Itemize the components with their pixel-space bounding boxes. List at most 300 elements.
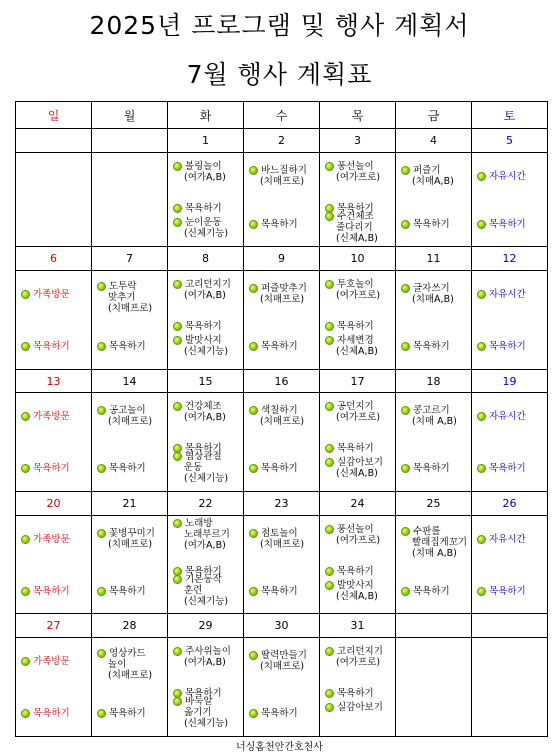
event-item xyxy=(173,335,242,357)
bullet-icon xyxy=(21,709,30,718)
event-item xyxy=(97,528,166,550)
event-label: 목욕하기 xyxy=(261,218,298,230)
event-sublabel: (신체A,B) xyxy=(336,468,378,480)
event-label: 목욕하기 xyxy=(261,708,298,720)
day-events-cell xyxy=(320,152,396,246)
event-label: 자세변경 xyxy=(337,335,374,346)
event-sublabel: 줄다리기 xyxy=(336,221,373,233)
date-cell: 28 xyxy=(92,614,168,638)
event-item xyxy=(477,219,546,230)
date-cell: 29 xyxy=(168,614,244,638)
day-events-cell xyxy=(16,152,92,246)
event-item xyxy=(325,524,394,546)
event-item xyxy=(401,341,470,352)
event-item xyxy=(325,580,394,602)
date-cell: 12 xyxy=(472,247,548,271)
event-item xyxy=(325,646,394,668)
calendar-weeks xyxy=(16,129,548,737)
event-sublabel: (여가프로) xyxy=(336,412,381,424)
event-sublabel: (치매프로) xyxy=(108,416,153,428)
event-item xyxy=(21,289,90,300)
date-row xyxy=(16,369,548,393)
bullet-icon xyxy=(21,290,30,299)
date-cell: 4 xyxy=(396,129,472,153)
event-sublabel: (여가A,B) xyxy=(184,290,226,301)
event-label: 퍼즐기 xyxy=(413,164,441,176)
event-item xyxy=(21,411,90,422)
event-label: 목욕하기 xyxy=(185,443,222,455)
event-sublabel: (치매프로) xyxy=(260,294,305,305)
day-events-cell xyxy=(320,515,396,614)
bullet-icon xyxy=(477,412,486,421)
event-label: 가족방문 xyxy=(33,533,70,545)
day-events-cell xyxy=(320,638,396,737)
date-cell: 30 xyxy=(244,614,320,638)
event-label: 목욕하기 xyxy=(185,321,222,332)
bullet-icon xyxy=(21,342,30,351)
event-sublabel: (치매프로) xyxy=(260,175,305,187)
bullet-icon xyxy=(325,647,334,656)
bullet-icon xyxy=(249,406,258,415)
event-item xyxy=(173,279,242,301)
event-label: 공고놀이 xyxy=(109,405,146,417)
day-events-cell xyxy=(396,152,472,246)
event-category: (신체기능) xyxy=(184,595,229,607)
event-sublabel: (여가프로) xyxy=(336,290,381,301)
day-events-cell xyxy=(472,152,548,246)
event-item xyxy=(173,401,242,423)
date-cell xyxy=(92,129,168,153)
weekday-tue: 화 xyxy=(168,102,244,129)
bullet-icon xyxy=(21,412,30,421)
event-label: 자유시간 xyxy=(489,533,526,545)
bullet-icon xyxy=(97,464,106,473)
event-label: 실감아보기 xyxy=(337,702,383,714)
date-cell: 16 xyxy=(244,369,320,393)
calendar-table xyxy=(15,101,548,737)
event-label: 목욕하기 xyxy=(413,341,450,352)
event-item xyxy=(401,165,470,187)
event-item xyxy=(173,321,242,332)
event-item xyxy=(249,528,318,550)
event-label: 바느질하기 xyxy=(261,164,307,176)
event-item xyxy=(97,281,166,314)
weekday-mon: 월 xyxy=(92,102,168,129)
event-category: (치매프로) xyxy=(108,303,153,314)
event-item xyxy=(325,335,394,357)
event-category: (신체기능) xyxy=(184,473,229,485)
weekday-fri: 금 xyxy=(396,102,472,129)
day-events-cell xyxy=(92,515,168,614)
date-cell: 25 xyxy=(396,492,472,516)
event-label: 수판를 xyxy=(413,525,441,537)
bullet-icon xyxy=(249,587,258,596)
event-label: 목욕하기 xyxy=(413,585,450,597)
date-cell xyxy=(396,614,472,638)
event-label: 볼링놀이 xyxy=(185,160,222,172)
event-label: 목욕하기 xyxy=(185,202,222,214)
event-label: 발맛사지 xyxy=(337,579,374,591)
event-item xyxy=(477,171,546,182)
event-label: 글자쓰기 xyxy=(413,283,450,294)
bullet-icon xyxy=(249,284,258,293)
day-events-cell xyxy=(168,638,244,737)
bullet-icon xyxy=(173,647,182,656)
date-cell: 2 xyxy=(244,129,320,153)
day-events-cell xyxy=(92,152,168,246)
event-item xyxy=(401,526,470,559)
event-sublabel: (치매프로) xyxy=(260,661,305,673)
bullet-icon xyxy=(173,575,182,584)
date-cell xyxy=(16,129,92,153)
event-sublabel: 놀이 xyxy=(108,659,127,671)
event-item xyxy=(401,219,470,230)
event-sublabel: 훈련 xyxy=(184,584,203,596)
date-cell: 6 xyxy=(16,247,92,271)
event-label: 목욕하기 xyxy=(337,443,374,455)
event-item xyxy=(21,656,90,667)
event-category: (신체기능) xyxy=(184,718,229,730)
event-label: 자유시간 xyxy=(489,170,526,182)
event-item xyxy=(173,203,242,214)
bullet-icon xyxy=(173,336,182,345)
bullet-icon xyxy=(401,342,410,351)
bullet-icon xyxy=(249,166,258,175)
weekday-sat: 토 xyxy=(472,102,548,129)
day-events-cell xyxy=(472,271,548,370)
event-item xyxy=(173,217,242,239)
bullet-icon xyxy=(401,220,410,229)
event-label: 목욕하기 xyxy=(109,585,146,597)
date-cell: 1 xyxy=(168,129,244,153)
event-label: 수건체조 xyxy=(337,210,374,222)
event-label: 자유시간 xyxy=(489,411,526,423)
event-label: 콩고르기 xyxy=(413,405,450,417)
event-item xyxy=(21,341,90,352)
event-label: 목욕하기 xyxy=(489,585,526,597)
bullet-icon xyxy=(249,529,258,538)
event-sublabel: (여가프로) xyxy=(336,171,381,183)
event-item xyxy=(477,341,546,352)
bullet-icon xyxy=(477,172,486,181)
bullet-icon xyxy=(173,519,182,528)
bullet-icon xyxy=(21,464,30,473)
event-label: 목욕하기 xyxy=(337,321,374,332)
event-item xyxy=(97,586,166,597)
event-sublabel: 노래부르기 xyxy=(184,528,230,540)
event-category: (치매프로) xyxy=(108,670,153,682)
bullet-icon xyxy=(401,284,410,293)
date-cell: 18 xyxy=(396,369,472,393)
bullet-icon xyxy=(325,567,334,576)
event-label: 풍선놀이 xyxy=(337,523,374,535)
bullet-icon xyxy=(97,709,106,718)
date-cell: 17 xyxy=(320,369,396,393)
date-cell: 14 xyxy=(92,369,168,393)
event-item xyxy=(325,688,394,699)
bullet-icon xyxy=(325,280,334,289)
bullet-icon xyxy=(173,322,182,331)
date-cell: 24 xyxy=(320,492,396,516)
bullet-icon xyxy=(173,204,182,213)
event-label: 바둑알 xyxy=(185,696,213,708)
event-item xyxy=(401,283,470,305)
page-title: 2025년 프로그램 및 행사 계획서 xyxy=(89,11,470,40)
event-label: 목욕하기 xyxy=(489,463,526,475)
event-sublabel: (여가A,B) xyxy=(184,171,226,183)
bullet-icon xyxy=(173,402,182,411)
date-cell: 19 xyxy=(472,369,548,393)
event-item xyxy=(173,161,242,183)
page-subtitle: 7월 행사 계획표 xyxy=(186,60,373,89)
event-item xyxy=(325,321,394,332)
bullet-icon xyxy=(325,458,334,467)
events-row xyxy=(16,152,548,246)
footer-text: 너싱홈천안간호천사 xyxy=(236,742,323,753)
event-item xyxy=(173,646,242,668)
bullet-icon xyxy=(173,280,182,289)
event-item xyxy=(249,341,318,352)
bullet-icon xyxy=(21,535,30,544)
bullet-icon xyxy=(173,697,182,706)
event-label: 자유시간 xyxy=(489,289,526,300)
bullet-icon xyxy=(325,162,334,171)
day-events-cell xyxy=(244,271,320,370)
bullet-icon xyxy=(249,220,258,229)
event-item xyxy=(249,165,318,187)
event-sublabel: (치매프로) xyxy=(260,538,305,550)
event-label: 영상카드 xyxy=(109,648,146,660)
weekday-sun: 일 xyxy=(16,102,92,129)
date-cell: 31 xyxy=(320,614,396,638)
date-cell: 23 xyxy=(244,492,320,516)
event-label: 목욕하기 xyxy=(261,463,298,475)
bullet-icon xyxy=(477,290,486,299)
event-item xyxy=(21,586,90,597)
event-label: 목욕하기 xyxy=(337,688,374,700)
event-label: 목욕하기 xyxy=(109,463,146,475)
event-item xyxy=(21,534,90,545)
event-sublabel: (치매프로) xyxy=(108,538,153,550)
event-sublabel: (여가A,B) xyxy=(184,412,226,424)
event-item xyxy=(401,463,470,474)
day-events-cell xyxy=(244,152,320,246)
date-row xyxy=(16,492,548,516)
bullet-icon xyxy=(401,587,410,596)
bullet-icon xyxy=(173,218,182,227)
event-item xyxy=(325,211,394,244)
event-item xyxy=(477,411,546,422)
event-label: 노래방 xyxy=(185,517,213,529)
event-sublabel: 운동 xyxy=(184,462,203,474)
bullet-icon xyxy=(477,342,486,351)
day-events-cell xyxy=(472,393,548,492)
event-label: 목욕하기 xyxy=(185,688,222,700)
event-item xyxy=(477,289,546,300)
day-events-cell xyxy=(168,271,244,370)
event-label: 가족방문 xyxy=(33,411,70,423)
event-item xyxy=(401,586,470,597)
date-row xyxy=(16,129,548,153)
date-cell: 26 xyxy=(472,492,548,516)
event-label: 공던지기 xyxy=(337,401,374,413)
day-events-cell xyxy=(92,638,168,737)
event-sublabel: 옮기기 xyxy=(184,707,212,719)
event-item xyxy=(173,696,242,729)
event-category: (신체A,B) xyxy=(336,232,378,244)
event-label: 목욕하기 xyxy=(33,341,70,352)
event-category: (여가A,B) xyxy=(184,539,226,551)
bullet-icon xyxy=(97,342,106,351)
day-events-cell xyxy=(244,393,320,492)
event-item xyxy=(173,518,242,551)
event-item xyxy=(21,708,90,719)
event-item xyxy=(97,405,166,427)
event-label: 딸력만들기 xyxy=(261,650,307,662)
date-cell: 27 xyxy=(16,614,92,638)
bullet-icon xyxy=(401,166,410,175)
date-cell: 15 xyxy=(168,369,244,393)
bullet-icon xyxy=(325,212,334,221)
event-label: 협상관절 xyxy=(185,451,222,463)
event-item xyxy=(173,451,242,484)
bullet-icon xyxy=(325,402,334,411)
day-events-cell xyxy=(472,638,548,737)
day-events-cell xyxy=(92,271,168,370)
event-item xyxy=(325,566,394,577)
date-cell: 21 xyxy=(92,492,168,516)
event-label: 목욕하기 xyxy=(33,463,70,475)
date-row xyxy=(16,614,548,638)
bullet-icon xyxy=(249,651,258,660)
event-item xyxy=(249,405,318,427)
event-item xyxy=(97,708,166,719)
day-events-cell xyxy=(472,515,548,614)
bullet-icon xyxy=(249,709,258,718)
event-sublabel: (신체A,B) xyxy=(336,346,378,357)
event-label: 목욕하기 xyxy=(109,341,146,352)
event-item xyxy=(325,443,394,454)
event-sublabel: (신체기능) xyxy=(184,227,229,239)
event-item xyxy=(173,574,242,607)
event-label: 목욕하기 xyxy=(261,585,298,597)
day-events-cell xyxy=(16,515,92,614)
event-item xyxy=(249,463,318,474)
event-item xyxy=(477,534,546,545)
day-events-cell xyxy=(320,271,396,370)
bullet-icon xyxy=(249,342,258,351)
event-label: 점토놀이 xyxy=(261,527,298,539)
event-sublabel: (여가프로) xyxy=(336,657,381,669)
weekday-thu: 목 xyxy=(320,102,396,129)
event-item xyxy=(249,708,318,719)
bullet-icon xyxy=(249,464,258,473)
event-item xyxy=(401,405,470,427)
event-item xyxy=(477,463,546,474)
event-label: 고리던지기 xyxy=(185,279,231,290)
event-label: 목욕하기 xyxy=(489,341,526,352)
day-events-cell xyxy=(320,393,396,492)
day-events-cell xyxy=(16,271,92,370)
events-row xyxy=(16,638,548,737)
event-sublabel: 맞추기 xyxy=(108,292,136,303)
event-item xyxy=(477,586,546,597)
date-cell: 11 xyxy=(396,247,472,271)
weekday-wed: 수 xyxy=(244,102,320,129)
event-label: 목욕하기 xyxy=(185,565,222,577)
bullet-icon xyxy=(477,220,486,229)
date-cell: 9 xyxy=(244,247,320,271)
event-sublabel: (치매A,B) xyxy=(412,175,454,187)
bullet-icon xyxy=(325,703,334,712)
event-sublabel: (여가A,B) xyxy=(184,657,226,669)
weekday-header-row xyxy=(16,102,548,129)
event-item xyxy=(249,219,318,230)
date-cell: 5 xyxy=(472,129,548,153)
event-item xyxy=(97,341,166,352)
date-row xyxy=(16,247,548,271)
event-label: 목욕하기 xyxy=(109,708,146,720)
event-item xyxy=(21,463,90,474)
event-label: 목욕하기 xyxy=(337,565,374,577)
bullet-icon xyxy=(401,527,410,536)
event-label: 풍선놀이 xyxy=(337,160,374,172)
event-label: 투호놀이 xyxy=(337,279,374,290)
event-label: 목욕하기 xyxy=(489,218,526,230)
event-sublabel: 빨래집게꼬기 xyxy=(412,536,468,548)
date-cell: 3 xyxy=(320,129,396,153)
event-sublabel: (치매A,B) xyxy=(412,294,454,305)
date-cell: 22 xyxy=(168,492,244,516)
event-label: 퍼즐맞추기 xyxy=(261,283,307,294)
event-label: 도투락 xyxy=(109,281,137,292)
event-item xyxy=(249,650,318,672)
event-label: 목욕하기 xyxy=(413,463,450,475)
event-label: 건강체조 xyxy=(185,401,222,413)
day-events-cell xyxy=(244,515,320,614)
day-events-cell xyxy=(168,515,244,614)
event-sublabel: (신체기능) xyxy=(184,346,229,357)
event-item xyxy=(325,401,394,423)
day-events-cell xyxy=(396,271,472,370)
event-item xyxy=(249,283,318,305)
bullet-icon xyxy=(97,649,106,658)
event-item xyxy=(97,463,166,474)
event-item xyxy=(325,279,394,301)
event-label: 고리던지기 xyxy=(337,646,383,658)
day-events-cell xyxy=(396,638,472,737)
event-sublabel: (치매프로) xyxy=(260,416,305,428)
event-sublabel: (신체A,B) xyxy=(336,590,378,602)
bullet-icon xyxy=(325,525,334,534)
day-events-cell xyxy=(168,152,244,246)
event-label: 색칠하기 xyxy=(261,405,298,417)
event-label: 목욕하기 xyxy=(33,585,70,597)
date-cell: 20 xyxy=(16,492,92,516)
bullet-icon xyxy=(21,657,30,666)
bullet-icon xyxy=(97,282,106,291)
bullet-icon xyxy=(325,689,334,698)
bullet-icon xyxy=(477,587,486,596)
date-cell: 10 xyxy=(320,247,396,271)
day-events-cell xyxy=(16,638,92,737)
event-label: 목욕하기 xyxy=(261,341,298,352)
event-label: 발맛사지 xyxy=(185,335,222,346)
date-cell xyxy=(472,614,548,638)
bullet-icon xyxy=(21,587,30,596)
event-label: 실감아보기 xyxy=(337,457,383,469)
date-cell: 8 xyxy=(168,247,244,271)
